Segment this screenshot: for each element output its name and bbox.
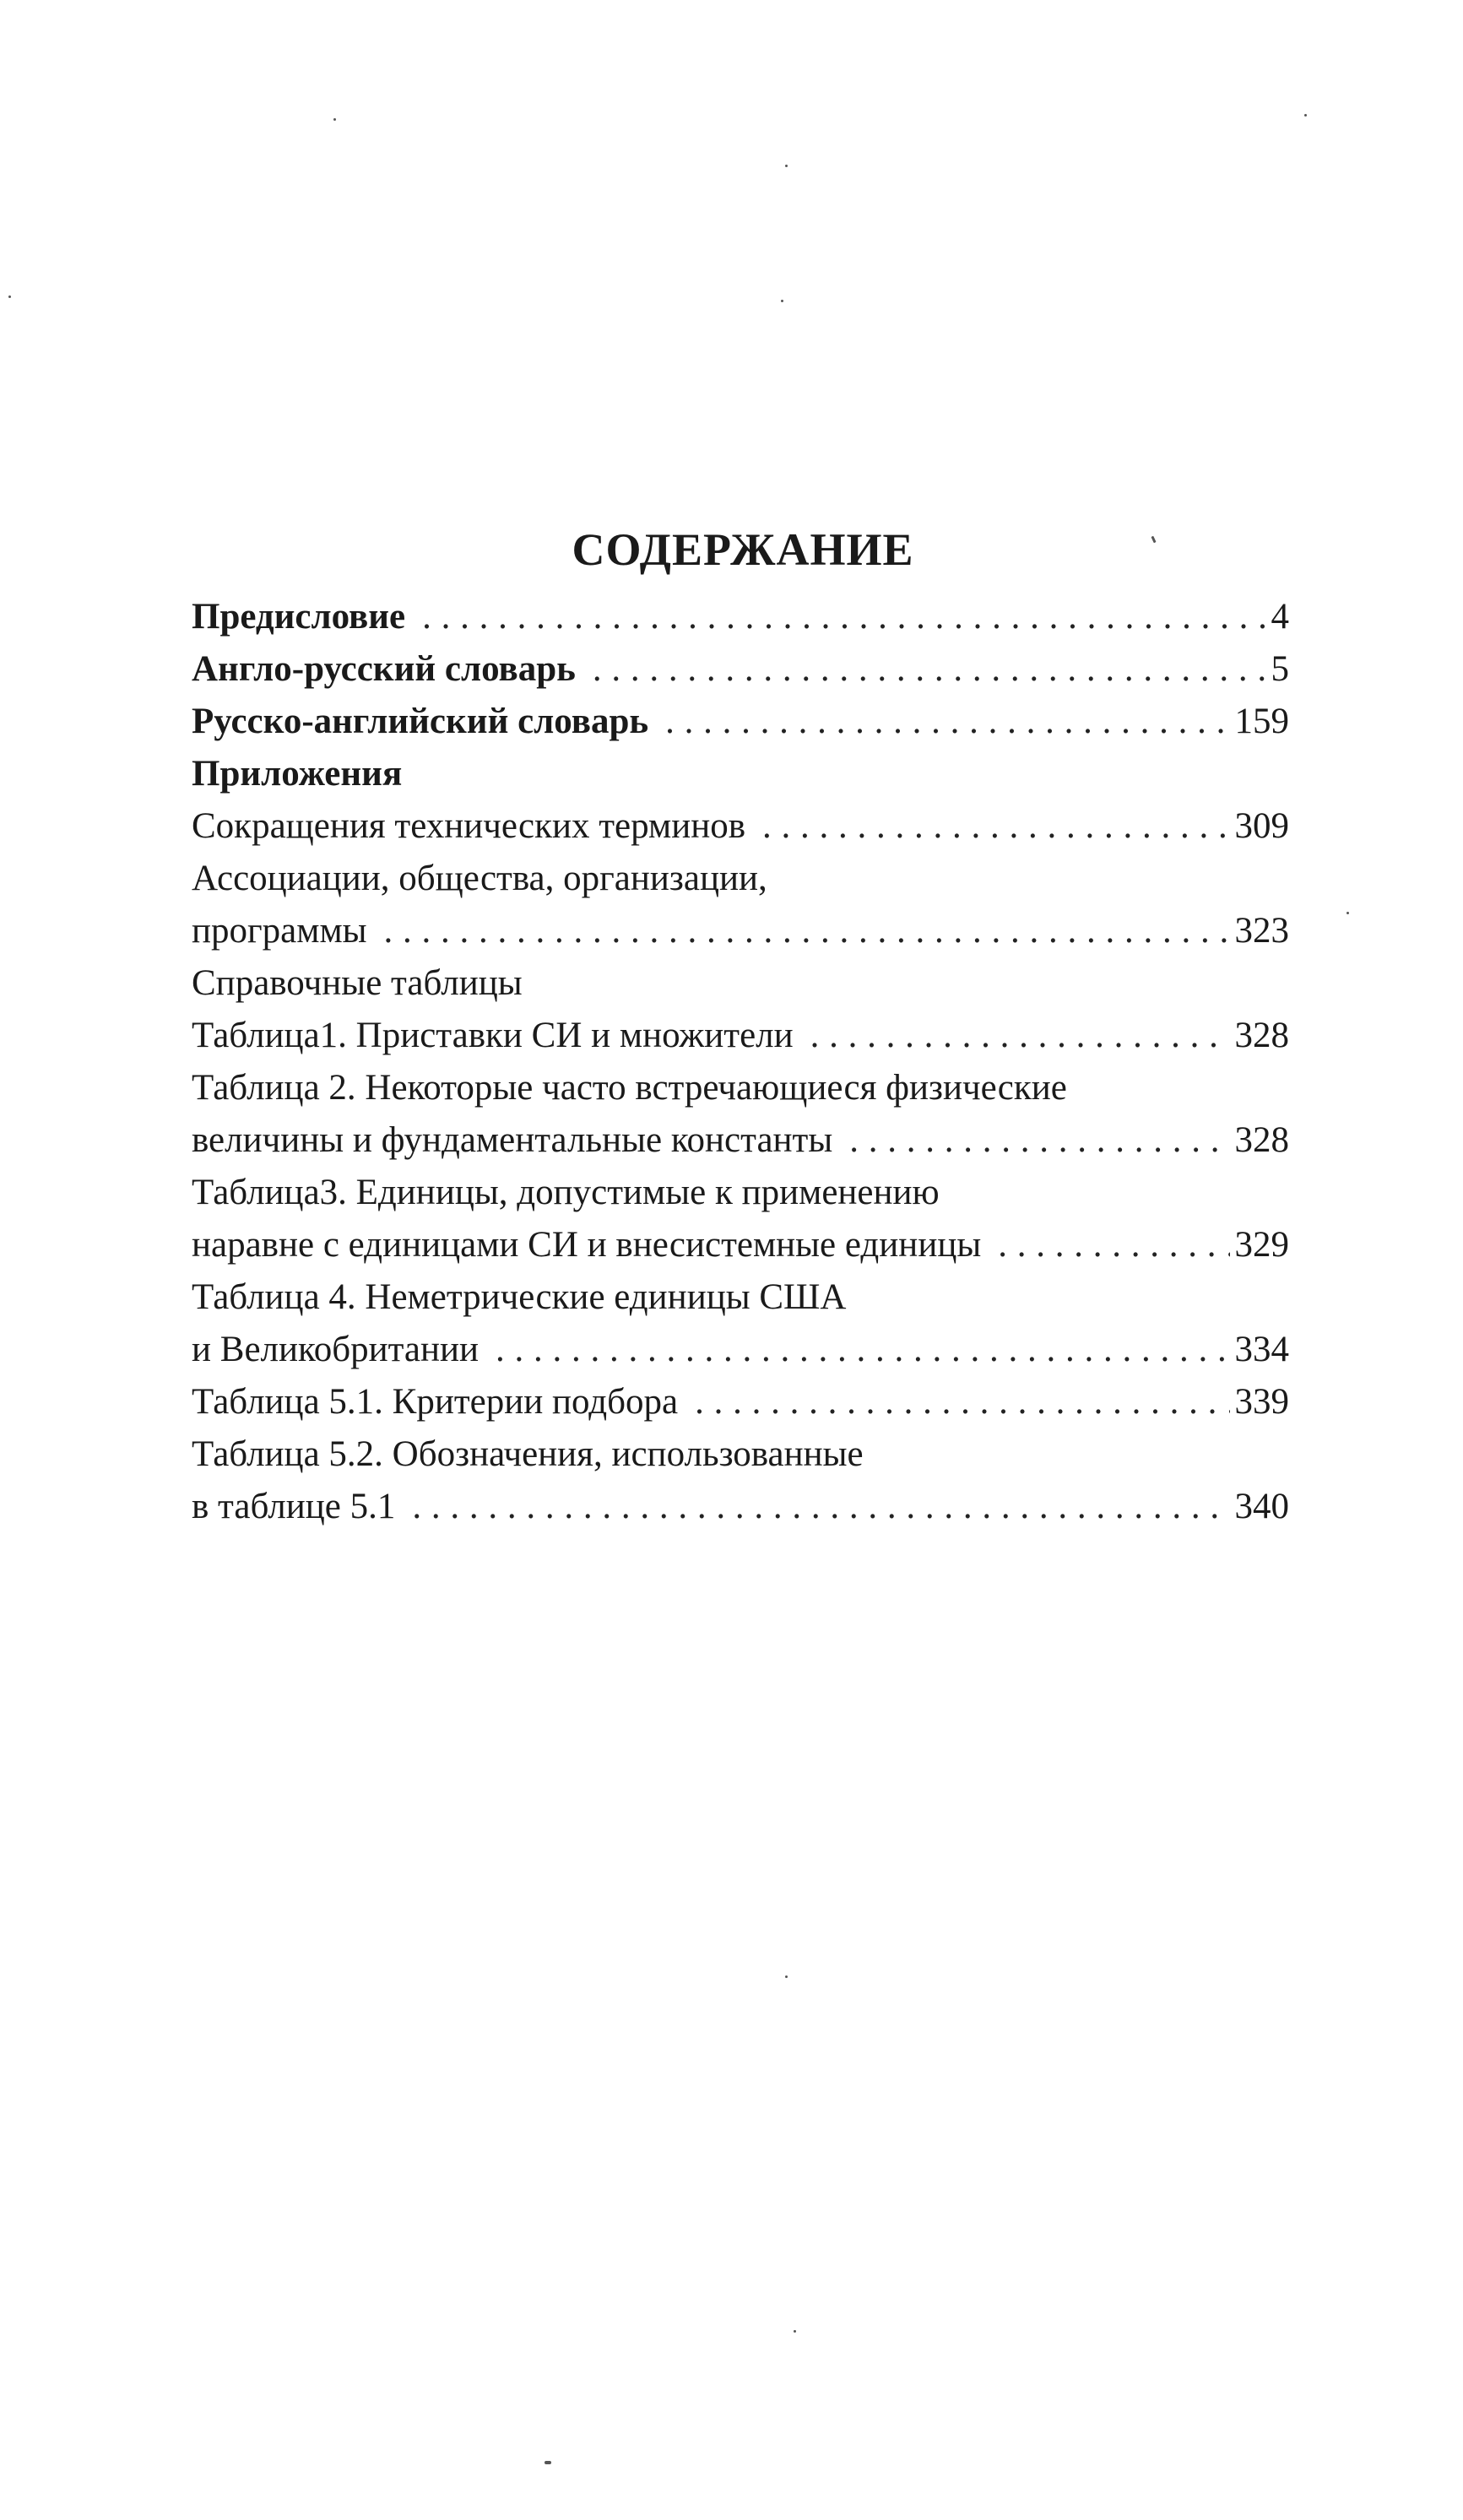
- scan-speck: [794, 2330, 796, 2333]
- toc-leader-dots: [849, 1114, 1229, 1167]
- toc-entry-page: 339: [1234, 1382, 1289, 1422]
- toc-entry-title: Таблица3. Единицы, допустимые к применению: [192, 1173, 940, 1212]
- toc-entry-title: программы: [192, 911, 367, 951]
- toc-entry-title: в таблице 5.1: [192, 1487, 396, 1526]
- toc-entry-title: и Великобритании: [192, 1330, 480, 1369]
- toc-entry: [192, 1324, 1289, 1376]
- toc-entry-title: Предисловие: [192, 597, 406, 637]
- toc-entry: [192, 905, 1289, 957]
- toc-entry-title: Приложения: [192, 754, 403, 794]
- toc-entry: [192, 1114, 1289, 1167]
- toc-entry-page: 334: [1234, 1330, 1289, 1369]
- toc-entry-page: 323: [1234, 911, 1289, 951]
- toc-entry-page: 159: [1234, 702, 1289, 741]
- toc-leader-dots: [422, 591, 1265, 643]
- toc-entry: [192, 1376, 1289, 1428]
- toc-entry-page: 309: [1234, 806, 1289, 846]
- toc-entry-title: Таблица 5.1. Критерии подбора: [192, 1382, 679, 1422]
- scan-speck: [545, 2461, 551, 2464]
- toc-entry-title: Таблица 5.2. Обозначения, использованные: [192, 1434, 864, 1474]
- toc-leader-dots: [998, 1219, 1229, 1271]
- toc-entry: [192, 696, 1289, 748]
- toc-entry-title: Русско-английский словарь: [192, 702, 649, 741]
- toc-entry: [192, 1481, 1289, 1533]
- toc-entry-page: 5: [1271, 649, 1289, 689]
- toc-entry-page: 328: [1234, 1120, 1289, 1160]
- toc-entry: [192, 643, 1289, 696]
- toc-entry: [192, 1219, 1289, 1271]
- toc-leader-dots: [496, 1324, 1229, 1376]
- scan-speck: [785, 165, 788, 167]
- toc-entry-continued: [192, 1062, 1289, 1114]
- toc-section-heading: [192, 957, 1289, 1010]
- toc-entry: [192, 800, 1289, 853]
- toc-entry-continued: [192, 853, 1289, 905]
- scan-speck: [1304, 114, 1307, 117]
- toc-leader-dots: [665, 696, 1229, 748]
- scan-speck: [785, 1975, 788, 1978]
- toc-entry-title: наравне с единицами СИ и внесистемные единицы: [192, 1225, 982, 1265]
- toc-section-heading: [192, 748, 1289, 800]
- toc-leader-dots: [412, 1481, 1229, 1533]
- page-title: СОДЕРЖАНИЕ: [572, 524, 914, 575]
- scan-speck: [781, 300, 783, 302]
- toc-leader-dots: [593, 643, 1266, 696]
- toc-entry-title: Справочные таблицы: [192, 963, 523, 1003]
- toc-entry-title: Сокращения технических терминов: [192, 806, 746, 846]
- toc-entry-title: Таблица 2. Некоторые часто встречающиеся физические: [192, 1068, 1067, 1108]
- toc-entry-continued: [192, 1167, 1289, 1219]
- toc-entry-title: Ассоциации, общества, организации,: [192, 859, 767, 898]
- scan-speck: [1347, 912, 1349, 914]
- toc-entry-page: 340: [1234, 1487, 1289, 1526]
- toc-entry-title: Англо-русский словарь: [192, 649, 576, 689]
- toc-entry-title: Таблица 4. Неметрические единицы США: [192, 1277, 847, 1317]
- toc-entry-continued: [192, 1428, 1289, 1481]
- toc-entry-continued: [192, 1271, 1289, 1324]
- scan-speck: [8, 295, 11, 298]
- toc-leader-dots: [762, 800, 1229, 853]
- toc-entry-page: 328: [1234, 1016, 1289, 1055]
- table-of-contents: [192, 591, 1289, 1533]
- toc-entry-title: Таблица1. Приставки СИ и множители: [192, 1016, 794, 1055]
- toc-entry: [192, 1010, 1289, 1062]
- toc-leader-dots: [695, 1376, 1229, 1428]
- toc-entry-page: 329: [1234, 1225, 1289, 1265]
- toc-leader-dots: [384, 905, 1230, 957]
- toc-entry: [192, 591, 1289, 643]
- scan-speck: [333, 118, 336, 121]
- toc-leader-dots: [810, 1010, 1230, 1062]
- toc-entry-title: величины и фундаментальные константы: [192, 1120, 833, 1160]
- toc-entry-page: 4: [1271, 597, 1289, 637]
